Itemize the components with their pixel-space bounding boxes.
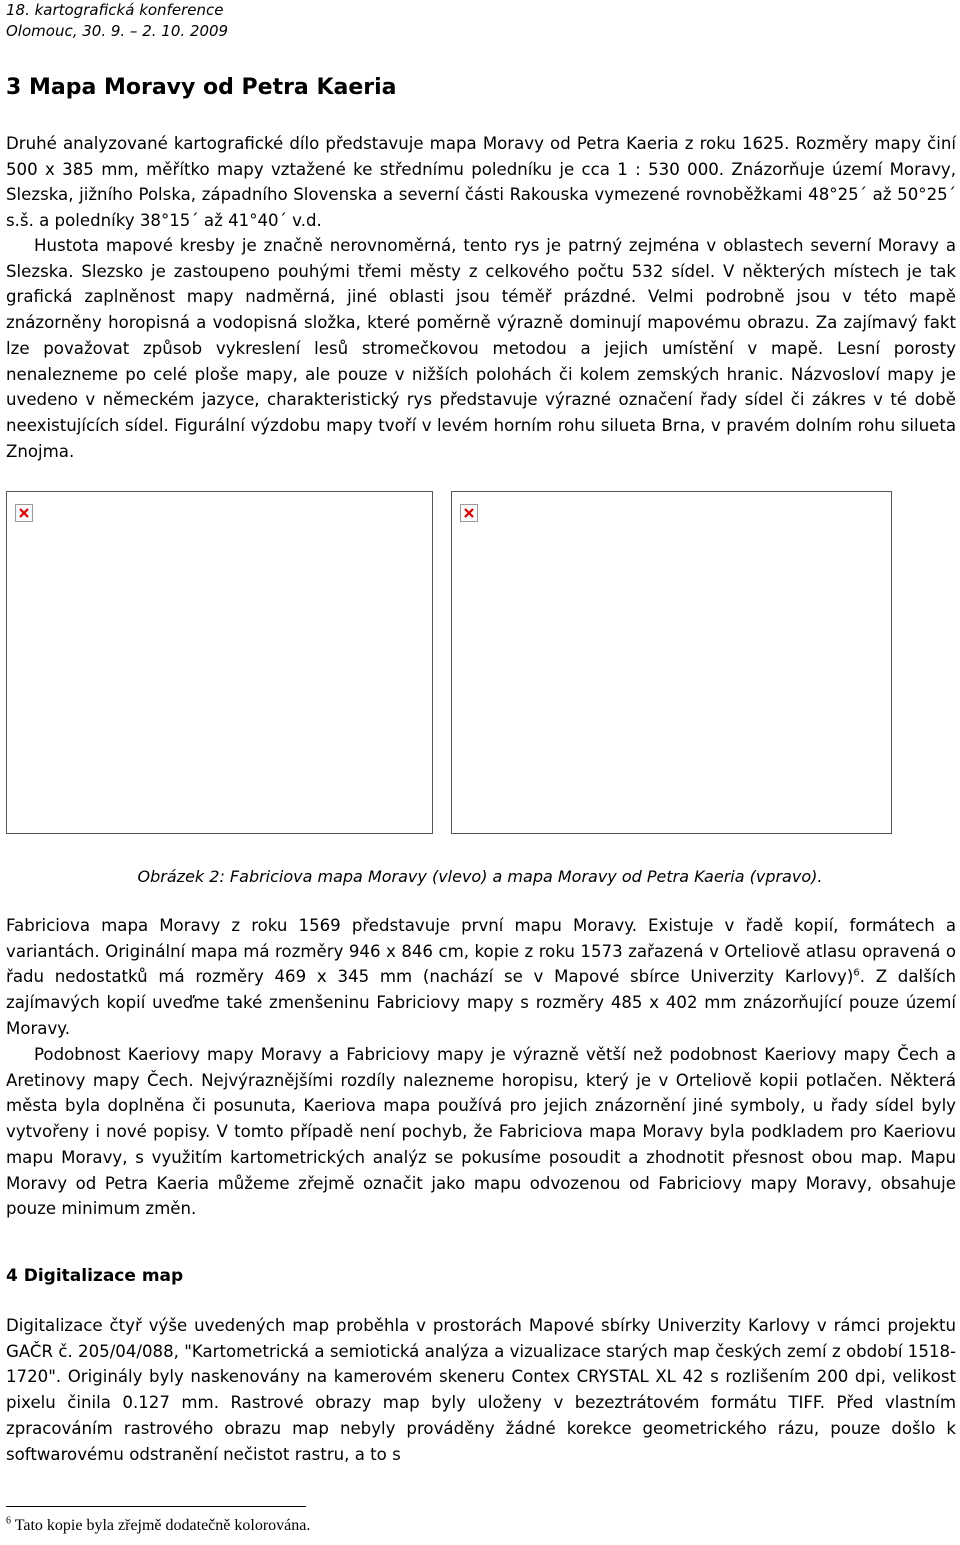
footnote-number: 6 xyxy=(6,1515,11,1527)
footnote-reference[interactable]: 6 xyxy=(853,967,860,979)
broken-image-icon xyxy=(15,504,33,522)
paragraph-text: Fabriciova mapa Moravy z roku 1569 představuje první mapu Moravy. Existuje v řadě kopií, formátech a variantách. Originální mapa má rozměry 946 x 846 cm, kopie z roku 1573 zařazená v Orteliově atlasu opravená o řadu nedostatků má rozměry 469 x 345 mm (nachází se v Mapové sbírce Univerzity Karlovy) xyxy=(6,916,956,987)
page-header xyxy=(6,0,228,42)
footnote xyxy=(6,1515,310,1537)
figure-kaerius-map xyxy=(451,491,892,834)
paragraph-text: . Z dalších zajímavých kopií uveďme také zmenšeninu Fabriciovy mapy s rozměry 485 x 402 mm znázorňující pouze území Moravy. xyxy=(6,967,957,1038)
footnote-text: Tato kopie byla zřejmě dodatečně kolorována. xyxy=(11,1517,311,1534)
section-3-heading: 3 Mapa Moravy od Petra Kaeria xyxy=(6,75,397,100)
paragraph-map-similarity: Podobnost Kaeriovy mapy Moravy a Fabriciovy mapy je výrazně větší než podobnost Kaeriovy mapy Čech a Aretinovy mapy Čech. Nejvýraznějšími rozdíly nalezneme horopisu, který je v Orteliově kopii potlačen. Některá města byla doplněna či posunuta, Kaeriova mapa používá pro jejich znázornění jiné symboly, u řady sídel byly vytvořeny i nové popisy. V tomto případě není pochyb, že Fabriciova mapa Moravy byla podkladem pro Kaeriovu mapu Moravy, s využitím kartometrických analýz se pokusíme posoudit a zhodnotit přesnost obou map. Mapu Moravy od Petra Kaeria můžeme zřejmě označit jako mapu odvozenou od Fabriciovy mapy Moravy, obsahuje pouze minimum změn. xyxy=(6,1045,956,1219)
broken-image-icon xyxy=(460,504,478,522)
figure-caption: Obrázek 2: Fabriciova mapa Moravy (vlevo) a mapa Moravy od Petra Kaeria (vpravo). xyxy=(137,867,823,886)
conference-name: 18. kartografická konference xyxy=(6,1,224,19)
figure-fabricius-map xyxy=(6,491,433,834)
paragraph-kaerius-density: Hustota mapové kresby je značně nerovnoměrná, tento rys je patrný zejména v oblastech severní Moravy a Slezska. Slezsko je zastoupeno pouhými třemi městy z celkového počtu 532 sídel. V některých místech je tak grafická zaplněnost mapy nadměrná, jiné oblasti jsou téměř prázdné. Velmi podrobně jsou v této mapě znázorněny horopisná a vodopisná složka, které poměrně výrazně dominují mapovému obrazu. Za zajímavý fakt lze považovat způsob vykreslení lesů stromečkovou metodou a jejich umístění v mapě. Lesní porosty nenalezneme po celé ploše mapy, ale pouze v nižších polohách či kolem zemských hranic. Názvosloví mapy je uvedeno v německém jazyce, charakteristický rys představuje výrazné označení řady sídel či zákres v té době neexistujících sídel. Figurální výzdobu mapy tvoří v levém horním rohu silueta Brna, v pravém dolním rohu silueta Znojma. xyxy=(6,236,956,461)
paragraph-fabricius-map xyxy=(6,913,956,1042)
paragraph-kaerius-intro: Druhé analyzované kartografické dílo představuje mapa Moravy od Petra Kaeria z roku 1625. Rozměry mapy činí 500 x 385 mm, měřítko mapy vztažené ke střednímu poledníku je cca 1 : 530 000. Znázorňuje území Moravy, Slezska, jižního Polska, západního Slovenska a severní části Rakouska vymezené rovnoběžkami 48°25´ až 50°25´ s.š. a poledníky 38°15´ až 41°40´ v.d. xyxy=(6,134,956,231)
conference-date: Olomouc, 30. 9. – 2. 10. 2009 xyxy=(6,22,229,40)
footnote-separator xyxy=(6,1506,306,1507)
paragraph-digitization: Digitalizace čtyř výše uvedených map proběhla v prostorách Mapové sbírky Univerzity Karlovy v rámci projektu GAČR č. 205/04/088, "Kartometrická a semiotická analýza a vizualizace starých map českých zemí z období 1518-1720". Originály byly naskenovány na kamerovém skeneru Contex CRYSTAL XL 42 s rozlišením 200 dpi, velikost pixelu činila 0.127 mm. Rastrové obrazy map byly uloženy v bezeztrátovém formátu TIFF. Před vlastním zpracováním rastrového obrazu map nebyly prováděny žádné korekce geometrického rázu, pouze došlo k softwarovému odstranění nečistot rastru, a to s xyxy=(6,1316,956,1464)
section-4-heading: 4 Digitalizace map xyxy=(6,1266,184,1286)
